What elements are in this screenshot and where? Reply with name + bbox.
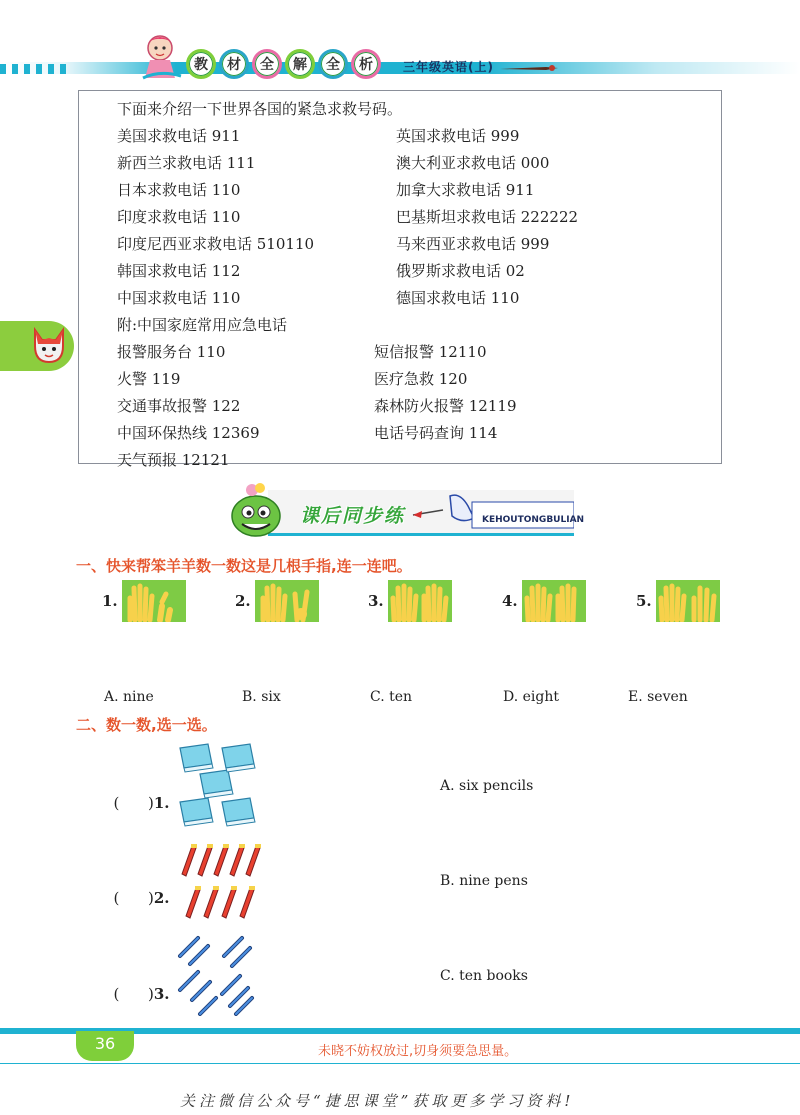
hand-item [102, 580, 186, 622]
hand-item [636, 580, 720, 622]
hands-icon [122, 580, 186, 622]
footer-motto: 未晓不妨权放过,切身须要急思量。 [318, 1044, 518, 1059]
hand-item-number: 2. [235, 592, 251, 610]
hand-item [235, 580, 319, 622]
country-number: 巴基斯坦求救电话 222222 [396, 208, 579, 226]
country-number: 韩国求救电话 112 [117, 262, 241, 280]
country-number: 新西兰求救电话 111 [117, 154, 256, 172]
header-title-char: 全 [318, 49, 348, 79]
hands-icon [255, 580, 319, 622]
country-number: 美国求救电话 911 [117, 127, 241, 145]
hands-icon [656, 580, 720, 622]
domestic-number: 中国环保热线 12369 [117, 424, 260, 442]
domestic-number: 短信报警 12110 [374, 343, 487, 361]
answer-option: C. ten [370, 689, 413, 705]
country-number: 印度求救电话 110 [117, 208, 241, 226]
hands-icon [388, 580, 452, 622]
domestic-number: 报警服务台 110 [117, 343, 226, 361]
choice-option: B. nine pens [440, 873, 528, 889]
books-icon [176, 740, 262, 830]
country-number: 德国求救电话 110 [396, 289, 520, 307]
question-2-heading: 二、数一数,选一选。 [76, 716, 217, 734]
choice-option: C. ten books [440, 968, 528, 984]
country-number: 加拿大求救电话 911 [396, 181, 535, 199]
pens-icon [176, 838, 262, 920]
girl-mascot-icon [135, 30, 185, 82]
header-checker-decoration [0, 64, 70, 74]
country-number: 马来西亚求救电话 999 [396, 235, 550, 253]
answer-option: B. six [242, 689, 281, 705]
header-subtitle: 三年级英语(上) [403, 60, 494, 74]
hand-item-number: 4. [502, 592, 518, 610]
pencils-icon [176, 934, 258, 1016]
answer-parentheses: ( ) [113, 794, 154, 812]
answer-option: E. seven [628, 689, 688, 705]
header-title [186, 49, 381, 79]
domestic-number: 天气预报 12121 [117, 451, 230, 469]
question-1-heading: 一、快来帮笨羊羊数一数这是几根手指,连一连吧。 [76, 557, 412, 575]
choice-option: A. six pencils [440, 778, 534, 794]
domestic-number: 森林防火报警 12119 [374, 397, 517, 415]
country-number: 印度尼西亚求救电话 510110 [117, 235, 315, 253]
answer-option: D. eight [503, 689, 559, 705]
appendix-title: 附:中国家庭常用应急电话 [117, 316, 288, 334]
item-number: 3. [153, 985, 170, 1003]
domestic-number: 医疗急救 120 [374, 370, 468, 388]
header-title-char: 解 [285, 49, 315, 79]
header-title-char: 材 [219, 49, 249, 79]
intro-text: 下面来介绍一下世界各国的紧急求救号码。 [117, 100, 403, 118]
hand-item [368, 580, 452, 622]
hand-item-number: 5. [636, 592, 652, 610]
brush-pen-icon [500, 63, 560, 73]
header-title-char: 析 [351, 49, 381, 79]
footer-line [0, 1063, 800, 1064]
country-number: 日本求救电话 110 [117, 181, 241, 199]
answer-blank[interactable] [104, 776, 170, 812]
answer-blank[interactable] [104, 871, 170, 907]
section-banner-tag: KEHOUTONGBULIAN [482, 515, 585, 525]
country-number: 英国求救电话 999 [396, 127, 520, 145]
answer-option: A. nine [104, 689, 154, 705]
hand-item-number: 3. [368, 592, 384, 610]
answer-parentheses: ( ) [113, 985, 154, 1003]
hand-item [502, 580, 586, 622]
wechat-note: 关注微信公众号“捷思课堂”获取更多学习资料! [180, 1092, 575, 1110]
domestic-number: 电话号码查询 114 [374, 424, 498, 442]
header-title-char: 教 [186, 49, 216, 79]
hands-icon [522, 580, 586, 622]
header-title-char: 全 [252, 49, 282, 79]
fox-mascot-icon [30, 324, 68, 366]
answer-parentheses: ( ) [113, 889, 154, 907]
page-number: 36 [94, 1034, 116, 1053]
section-banner-label: 课后同步练 [300, 505, 406, 527]
country-number: 澳大利亚求救电话 000 [396, 154, 550, 172]
item-number: 1. [153, 794, 170, 812]
header-band [0, 62, 800, 74]
domestic-number: 火警 119 [117, 370, 181, 388]
country-number: 中国求救电话 110 [117, 289, 241, 307]
domestic-number: 交通事故报警 122 [117, 397, 241, 415]
country-number: 俄罗斯求救电话 02 [396, 262, 525, 280]
answer-blank[interactable] [104, 967, 170, 1003]
hand-item-number: 1. [102, 592, 118, 610]
item-number: 2. [153, 889, 170, 907]
